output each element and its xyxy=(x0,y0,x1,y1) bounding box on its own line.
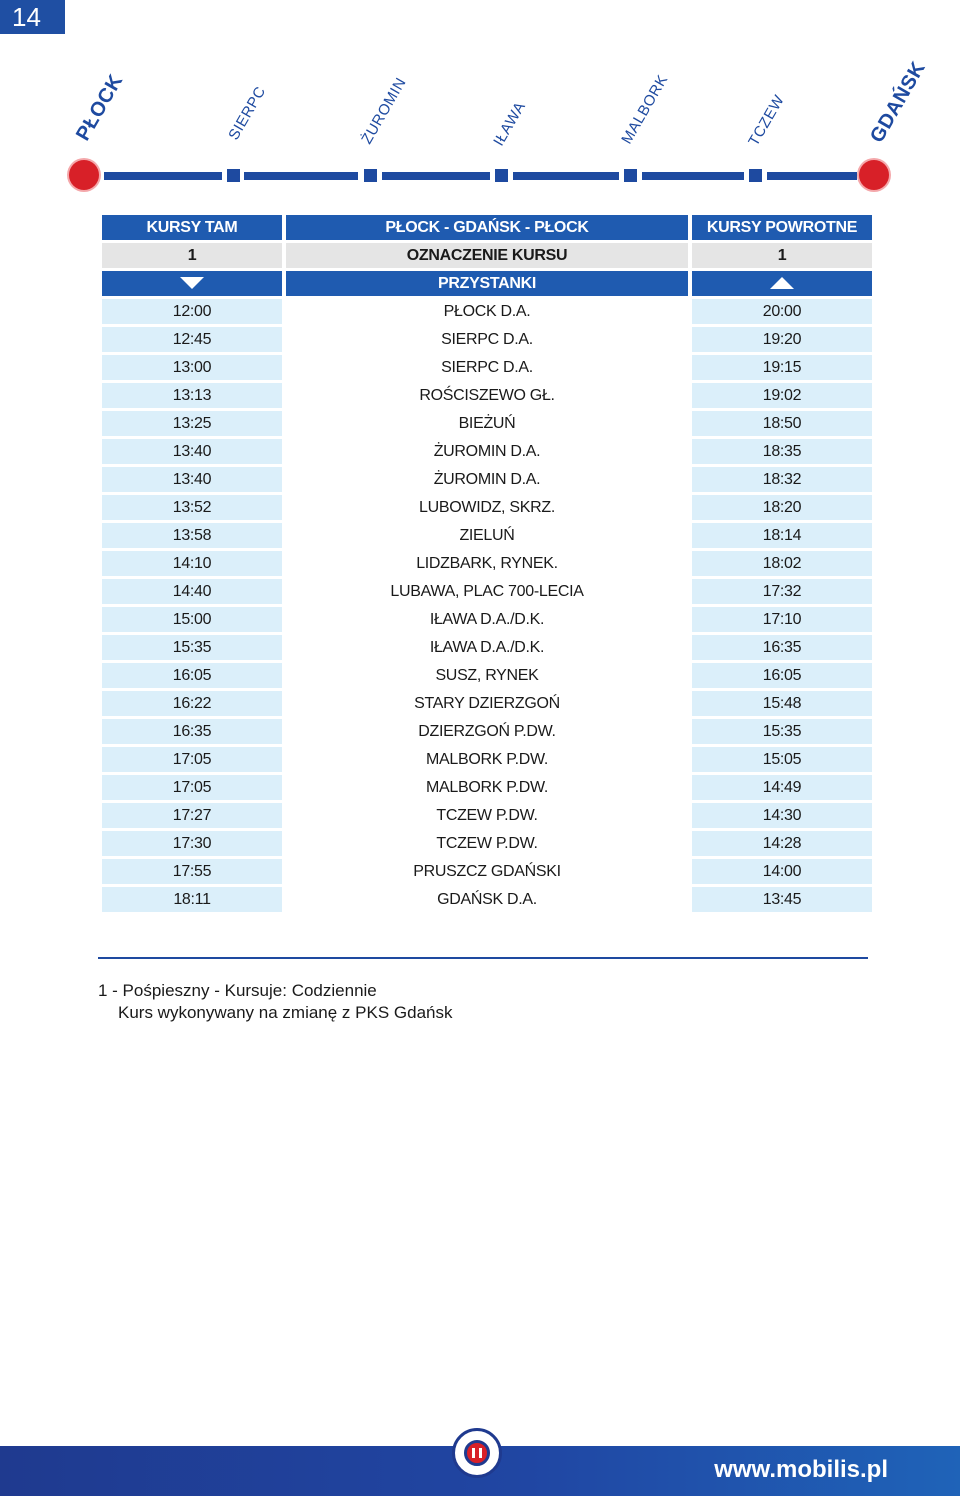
departure-outbound: 15:35 xyxy=(102,635,282,660)
stop-name: ŻUROMIN D.A. xyxy=(286,439,688,464)
departure-return: 14:30 xyxy=(692,803,872,828)
departure-outbound: 18:11 xyxy=(102,887,282,912)
departure-return: 19:02 xyxy=(692,383,872,408)
departure-return: 14:00 xyxy=(692,859,872,884)
route-line xyxy=(0,57,960,200)
table-row xyxy=(102,551,872,576)
table-row xyxy=(102,523,872,548)
table-row xyxy=(102,691,872,716)
table-row xyxy=(102,719,872,744)
table-row xyxy=(102,383,872,408)
departure-return: 15:35 xyxy=(692,719,872,744)
direction-up xyxy=(692,271,872,296)
arrow-down-icon xyxy=(180,277,204,289)
course-outbound: 1 xyxy=(102,243,282,268)
departure-return: 18:35 xyxy=(692,439,872,464)
route-stop-node xyxy=(623,168,638,183)
table-row xyxy=(102,579,872,604)
departure-outbound: 16:35 xyxy=(102,719,282,744)
table-row xyxy=(102,803,872,828)
departure-outbound: 14:40 xyxy=(102,579,282,604)
direction-down xyxy=(102,271,282,296)
route-stop-plock: PŁOCK xyxy=(72,70,128,145)
footnote-line-2: Kurs wykonywany na zmianę z PKS Gdańsk xyxy=(118,1003,453,1022)
stop-name: STARY DZIERZGOŃ xyxy=(286,691,688,716)
table-row xyxy=(102,355,872,380)
stop-name: TCZEW P.DW. xyxy=(286,803,688,828)
route-stop-malbork: MALBORK xyxy=(618,71,672,147)
table-header-row xyxy=(102,215,872,240)
departure-return: 18:20 xyxy=(692,495,872,520)
direction-row xyxy=(102,271,872,296)
arrow-up-icon xyxy=(770,277,794,289)
divider xyxy=(98,957,868,959)
footnotes xyxy=(98,980,452,1024)
departure-outbound: 14:10 xyxy=(102,551,282,576)
stop-name: ROŚCISZEWO GŁ. xyxy=(286,383,688,408)
route-stop-node xyxy=(748,168,763,183)
departure-return: 18:14 xyxy=(692,523,872,548)
stop-name: IŁAWA D.A./D.K. xyxy=(286,607,688,632)
departure-return: 18:02 xyxy=(692,551,872,576)
departure-outbound: 17:05 xyxy=(102,747,282,772)
header-route: PŁOCK - GDAŃSK - PŁOCK xyxy=(286,215,688,240)
departure-outbound: 13:13 xyxy=(102,383,282,408)
departure-outbound: 17:05 xyxy=(102,775,282,800)
departure-outbound: 12:45 xyxy=(102,327,282,352)
table-row xyxy=(102,411,872,436)
footer-url[interactable]: www.mobilis.pl xyxy=(714,1456,888,1483)
stop-name: ŻUROMIN D.A. xyxy=(286,467,688,492)
table-row xyxy=(102,607,872,632)
departure-outbound: 15:00 xyxy=(102,607,282,632)
stop-name: GDAŃSK D.A. xyxy=(286,887,688,912)
stop-name: LUBOWIDZ, SKRZ. xyxy=(286,495,688,520)
departure-return: 14:28 xyxy=(692,831,872,856)
table-row xyxy=(102,775,872,800)
route-stop-zuromin: ŻUROMIN xyxy=(358,74,410,147)
table-row xyxy=(102,299,872,324)
departure-outbound: 16:22 xyxy=(102,691,282,716)
route-stop-node xyxy=(363,168,378,183)
departure-return: 16:35 xyxy=(692,635,872,660)
stop-name: SUSZ, RYNEK xyxy=(286,663,688,688)
stop-name: SIERPC D.A. xyxy=(286,327,688,352)
stop-name: LIDZBARK, RYNEK. xyxy=(286,551,688,576)
header-return: KURSY POWROTNE xyxy=(692,215,872,240)
table-row xyxy=(102,327,872,352)
table-row xyxy=(102,747,872,772)
departure-return: 17:10 xyxy=(692,607,872,632)
departure-outbound: 13:52 xyxy=(102,495,282,520)
course-return: 1 xyxy=(692,243,872,268)
departure-return: 14:49 xyxy=(692,775,872,800)
route-stop-gdansk: GDAŃSK xyxy=(866,57,930,147)
table-row xyxy=(102,859,872,884)
stop-name: ZIELUŃ xyxy=(286,523,688,548)
departure-return: 19:20 xyxy=(692,327,872,352)
departure-outbound: 17:30 xyxy=(102,831,282,856)
route-stop-ilawa: IŁAWA xyxy=(490,98,530,149)
route-segment xyxy=(244,172,358,180)
course-label: OZNACZENIE KURSU xyxy=(286,243,688,268)
stop-name: PRUSZCZ GDAŃSKI xyxy=(286,859,688,884)
stop-name: DZIERZGOŃ P.DW. xyxy=(286,719,688,744)
mobilis-logo-icon xyxy=(452,1428,502,1478)
departure-return: 18:50 xyxy=(692,411,872,436)
timetable xyxy=(98,212,876,915)
departure-outbound: 13:40 xyxy=(102,467,282,492)
departure-outbound: 13:40 xyxy=(102,439,282,464)
table-row xyxy=(102,831,872,856)
route-end-node xyxy=(859,160,889,190)
stop-name: MALBORK P.DW. xyxy=(286,747,688,772)
course-row xyxy=(102,243,872,268)
route-stop-sierpc: SIERPC xyxy=(225,83,270,143)
page-number: 14 xyxy=(0,0,65,34)
route-start-node xyxy=(69,160,99,190)
route-stop-node xyxy=(494,168,509,183)
route-segment xyxy=(104,172,222,180)
departure-return: 17:32 xyxy=(692,579,872,604)
stop-name: MALBORK P.DW. xyxy=(286,775,688,800)
stops-label: PRZYSTANKI xyxy=(286,271,688,296)
header-outbound: KURSY TAM xyxy=(102,215,282,240)
stop-name: LUBAWA, PLAC 700-LECIA xyxy=(286,579,688,604)
table-row xyxy=(102,663,872,688)
stop-name: TCZEW P.DW. xyxy=(286,831,688,856)
route-stop-tczew: TCZEW xyxy=(745,92,788,149)
route-segment xyxy=(382,172,490,180)
stop-name: SIERPC D.A. xyxy=(286,355,688,380)
departure-outbound: 13:00 xyxy=(102,355,282,380)
departure-return: 15:48 xyxy=(692,691,872,716)
departure-return: 20:00 xyxy=(692,299,872,324)
departure-outbound: 17:55 xyxy=(102,859,282,884)
departure-return: 19:15 xyxy=(692,355,872,380)
route-stop-node xyxy=(226,168,241,183)
table-row xyxy=(102,887,872,912)
departure-return: 15:05 xyxy=(692,747,872,772)
table-row xyxy=(102,635,872,660)
departure-outbound: 13:58 xyxy=(102,523,282,548)
table-row xyxy=(102,495,872,520)
timetable-body xyxy=(102,299,872,912)
footnote-line-1: 1 - Pośpieszny - Kursuje: Codziennie xyxy=(98,981,377,1000)
table-row xyxy=(102,439,872,464)
route-segment xyxy=(767,172,857,180)
route-segment xyxy=(513,172,619,180)
departure-outbound: 13:25 xyxy=(102,411,282,436)
departure-return: 13:45 xyxy=(692,887,872,912)
stop-name: IŁAWA D.A./D.K. xyxy=(286,635,688,660)
departure-return: 18:32 xyxy=(692,467,872,492)
departure-outbound: 12:00 xyxy=(102,299,282,324)
departure-outbound: 17:27 xyxy=(102,803,282,828)
stop-name: BIEŻUŃ xyxy=(286,411,688,436)
departure-return: 16:05 xyxy=(692,663,872,688)
departure-outbound: 16:05 xyxy=(102,663,282,688)
route-segment xyxy=(642,172,744,180)
stop-name: PŁOCK D.A. xyxy=(286,299,688,324)
table-row xyxy=(102,467,872,492)
